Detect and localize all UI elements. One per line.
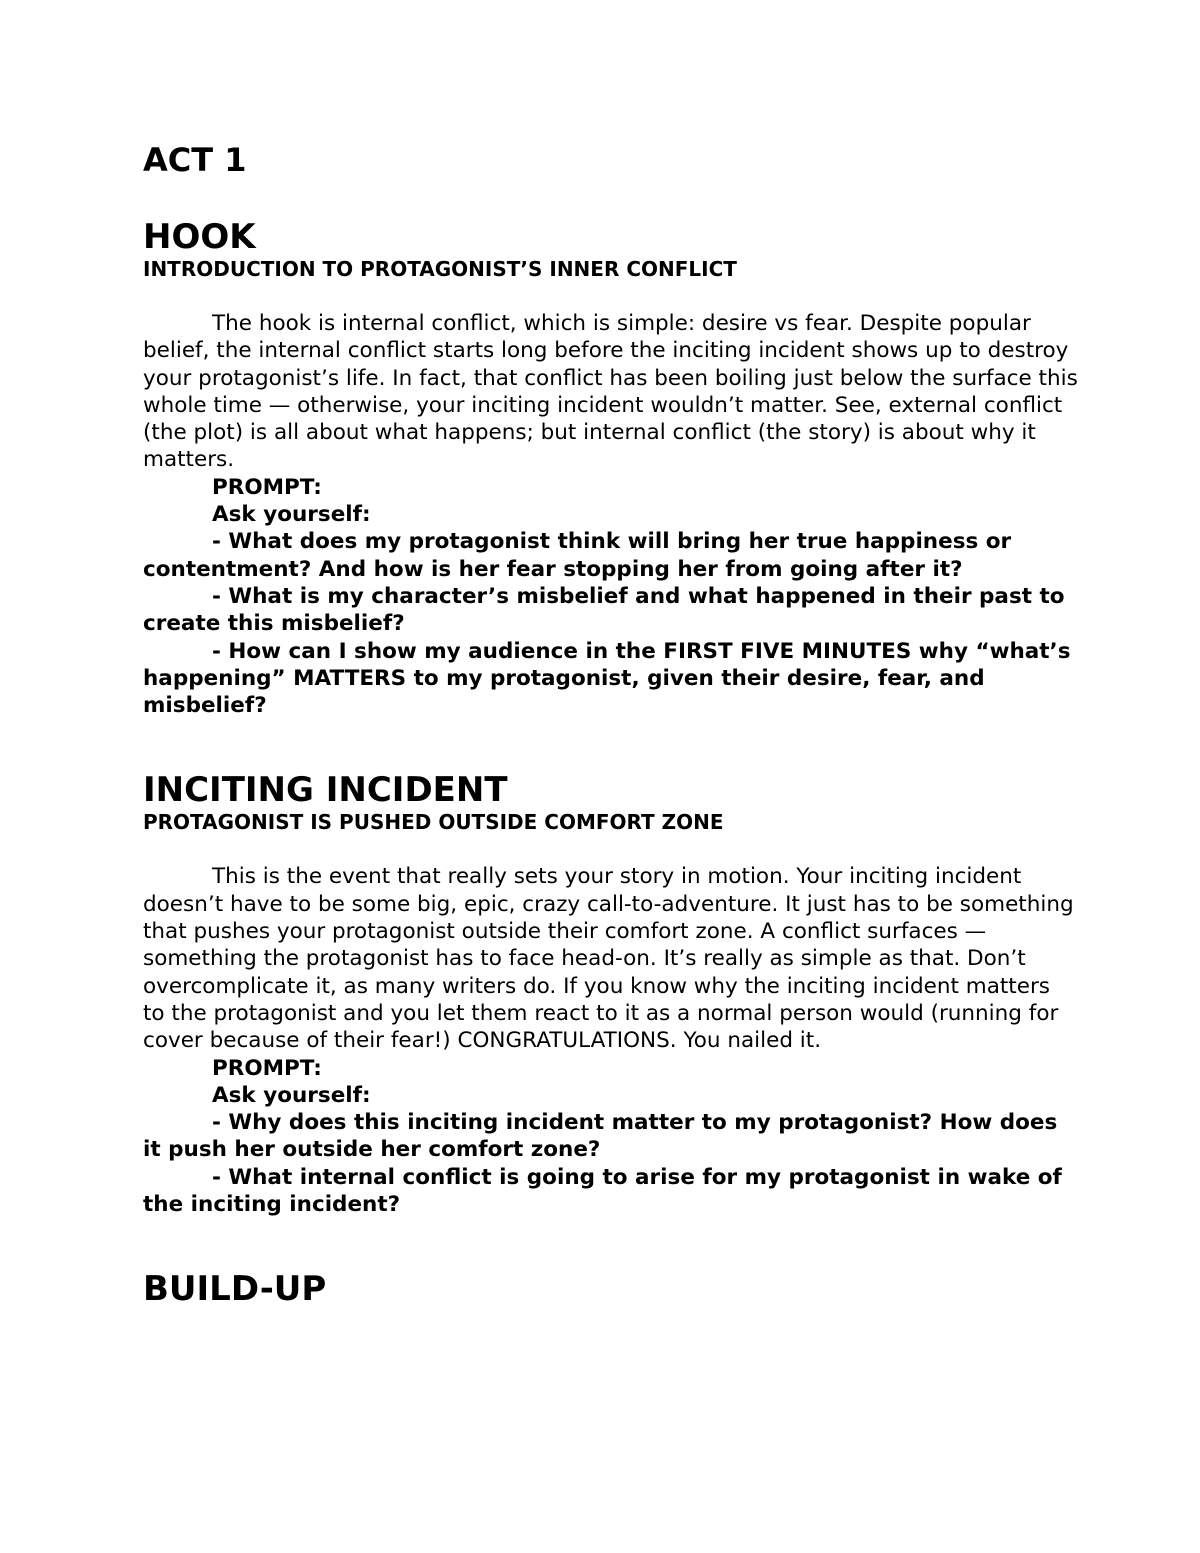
- ask-yourself-label: Ask yourself:: [212, 502, 371, 528]
- section-subtitle: INTRODUCTION TO PROTAGONIST’S INNER CONFLICT: [143, 257, 737, 281]
- section-title: HOOK: [143, 217, 256, 257]
- prompt-question: - What is my character’s misbelief and what happened in their past to create this misbelief?: [143, 583, 1065, 637]
- prompt-question: - Why does this inciting incident matter to my protagonist? How does it push her outside her comfort zone?: [143, 1110, 1058, 1163]
- act-title: ACT 1: [143, 141, 247, 179]
- section-hook: [143, 218, 1078, 719]
- prompt-question: - What does my protagonist think will bring her true happiness or contentment? And how is her fear stopping her from going after it?: [143, 529, 1012, 582]
- section-inciting-incident: [143, 771, 1078, 1218]
- prompt-question: - What internal conflict is going to arise for my protagonist in wake of the inciting incident?: [143, 1164, 1062, 1218]
- prompt-label: PROMPT:: [212, 1055, 322, 1081]
- document-page: [143, 140, 1078, 1308]
- prompt-label: PROMPT:: [212, 474, 322, 500]
- ask-yourself-label: Ask yourself:: [212, 1082, 371, 1108]
- section-title: INCITING INCIDENT: [143, 770, 508, 811]
- section-title: BUILD-UP: [143, 1269, 327, 1310]
- prompt-question: - How can I show my audience in the FIRST FIVE MINUTES why “what’s happening” MATTERS to my protagonist, given their desire, fear, and misbelief?: [143, 638, 1071, 719]
- section-subtitle: PROTAGONIST IS PUSHED OUTSIDE COMFORT ZONE: [143, 810, 724, 835]
- section-build-up: [143, 1270, 1078, 1308]
- section-body: The hook is internal conflict, which is simple: desire vs fear. Despite popular belief, the internal conflict starts long before the inciting incident shows up to destroy your protagonist’s life. In fact, that conflict has been boiling just below the surface this whole time — otherwise, your inciting incident wouldn’t matter. See, external conflict (the plot) is all about what happens; but internal conflict (the story) is about why it matters.: [143, 311, 1078, 473]
- section-body: This is the event that really sets your story in motion. Your inciting incident doesn’t have to be some big, epic, crazy call-to-adventure. It just has to be something that pushes your protagonist outside their comfort zone. A conflict surfaces — something the protagonist has to face head-on. It’s really as simple as that. Don’t overcomplicate it, as many writers do. If you know why the inciting incident matters to the protagonist and you let them react to it as a normal person would (running for cover because of their fear!) CONGRATULATIONS. You nailed it.: [143, 864, 1074, 1054]
